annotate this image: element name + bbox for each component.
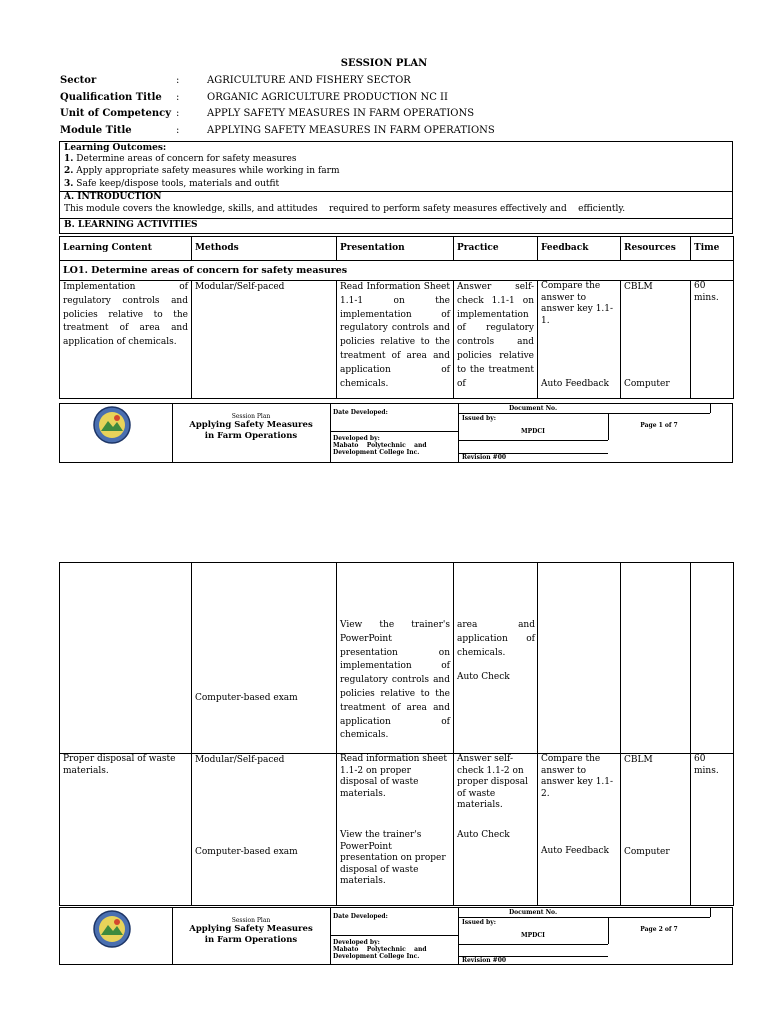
divider	[330, 908, 331, 964]
time-cell: 60 mins.	[691, 754, 734, 906]
footer-session-plan-label: Session Plan	[231, 917, 271, 924]
practice-cell: Answer self-check 1.1-1 on implementation of regulatory controls and policies relative to the treatment of	[454, 281, 538, 399]
footer-issued-by: Issued by:	[462, 919, 496, 926]
column-header: Feedback	[538, 237, 621, 261]
footer-page1	[59, 403, 733, 463]
feedback-cell	[538, 563, 621, 754]
outcomes-box	[59, 141, 733, 234]
learning-content-cell: Proper disposal of waste materials.	[60, 754, 192, 906]
presentation-cell: Read Information Sheet 1.1-1 on the implementation of regulatory controls and policies relative to the treatment of area and application of chemicals.	[337, 281, 454, 399]
resources-text: CBLM	[624, 282, 653, 292]
meta-label-sector: Sector	[60, 75, 97, 86]
introduction-text: This module covers the knowledge, skills, and attitudes required to perform safety measures effectively and efficiently.	[64, 204, 626, 214]
method-text: Computer-based exam	[195, 693, 298, 703]
footer-date-developed: Date Developed:	[333, 409, 388, 416]
table-header-row	[60, 237, 734, 261]
meta-colon: :	[176, 125, 180, 136]
learning-content-cell: Implementation of regulatory controls and policies relative to the treatment of area and application of chemicals.	[60, 281, 192, 399]
presentation-cell	[337, 563, 454, 754]
outcome-item: 2. Apply appropriate safety measures while working in farm	[64, 166, 340, 176]
resources-text-2: Computer	[624, 847, 670, 857]
meta-label-qualification: Qualification Title	[60, 92, 162, 103]
footer-module-title	[172, 420, 330, 442]
practice-text-2: Auto Check	[457, 672, 510, 682]
footer-module-line: Applying Safety Measures	[189, 420, 313, 430]
method-cell	[192, 563, 337, 754]
practice-text: Answer self-check 1.1-2 on proper disposal of waste materials.	[457, 754, 529, 810]
footer-date-developed: Date Developed:	[333, 913, 388, 920]
feedback-cell	[538, 754, 621, 906]
footer-page-number: Page 1 of 7	[640, 422, 678, 429]
feedback-text-2: Auto Feedback	[541, 379, 609, 389]
feedback-text-2: Auto Feedback	[541, 846, 609, 856]
time-cell	[691, 563, 734, 754]
presentation-cell	[337, 754, 454, 906]
footer-module-line: in Farm Operations	[204, 935, 298, 945]
meta-value-sector: AGRICULTURE AND FISHERY SECTOR	[207, 75, 411, 86]
divider	[458, 413, 710, 414]
presentation-text: Read information sheet 1.1-2 on proper disposal of waste materials.	[340, 754, 447, 799]
meta-value-qualification: ORGANIC AGRICULTURE PRODUCTION NC II	[207, 92, 448, 103]
resources-text: CBLM	[624, 755, 653, 765]
column-header: Learning Content	[60, 237, 192, 261]
footer-document-no: Document No.	[508, 405, 558, 412]
method-cell: Modular/Self-paced	[192, 281, 337, 399]
lo1-heading: LO1. Determine areas of concern for safety measures	[60, 261, 734, 281]
introduction-heading: A. INTRODUCTION	[64, 192, 162, 202]
column-header: Resources	[621, 237, 691, 261]
resources-text-2: Computer	[624, 379, 670, 389]
divider	[330, 935, 458, 936]
meta-value-module: APPLYING SAFETY MEASURES IN FARM OPERATIONS	[207, 125, 495, 136]
footer-developer: Development College Inc.	[333, 953, 420, 960]
meta-value-unit: APPLY SAFETY MEASURES IN FARM OPERATIONS	[207, 108, 475, 119]
method-cell	[192, 754, 337, 906]
divider	[458, 944, 608, 945]
footer-session-plan-label: Session Plan	[231, 413, 271, 420]
presentation-text-2: View the trainer's PowerPoint presentation on proper disposal of waste materials.	[340, 830, 446, 886]
table-row	[60, 754, 734, 906]
learning-activities-heading: B. LEARNING ACTIVITIES	[64, 220, 198, 230]
meta-colon: :	[176, 92, 180, 103]
activities-table-page2	[59, 562, 734, 906]
method-text: Modular/Self-paced	[195, 755, 285, 765]
divider	[458, 440, 608, 441]
time-cell: 60 mins.	[691, 281, 734, 399]
footer-module-line: Applying Safety Measures	[189, 924, 313, 934]
meta-colon: :	[176, 108, 180, 119]
outcome-item: 3. Safe keep/dispose tools, materials and outfit	[64, 179, 280, 189]
divider	[710, 404, 711, 413]
resources-cell	[621, 281, 691, 399]
footer-developer: Development College Inc.	[333, 449, 420, 456]
method-text-2: Computer-based exam	[195, 847, 298, 857]
practice-cell	[454, 563, 538, 754]
column-header: Practice	[454, 237, 538, 261]
college-logo-icon	[92, 406, 132, 444]
table-row	[60, 281, 734, 399]
meta-colon: :	[176, 75, 180, 86]
practice-cell	[454, 754, 538, 906]
divider	[710, 908, 711, 917]
feedback-cell	[538, 281, 621, 399]
footer-revision: Revision #00	[462, 957, 507, 964]
footer-module-title	[172, 924, 330, 946]
footer-document-no: Document No.	[508, 909, 558, 916]
lo-row	[60, 261, 734, 281]
column-header: Time	[691, 237, 734, 261]
footer-page2	[59, 907, 733, 965]
footer-developed-by: Developed by:	[333, 939, 380, 946]
footer-developer: Mabato Polytechnic and	[333, 946, 427, 953]
footer-issuer: MPDCI	[521, 428, 545, 435]
divider	[458, 917, 710, 918]
resources-cell	[621, 754, 691, 906]
practice-text: area and application of chemicals.	[457, 620, 535, 658]
activities-table-page1	[59, 236, 734, 399]
column-header: Presentation	[337, 237, 454, 261]
footer-page-number: Page 2 of 7	[640, 926, 678, 933]
divider	[330, 431, 458, 432]
feedback-text: Compare the answer to answer key 1.1-2.	[541, 754, 614, 799]
meta-label-module: Module Title	[60, 125, 132, 136]
learning-content-cell	[60, 563, 192, 754]
column-header: Methods	[192, 237, 337, 261]
footer-module-line: in Farm Operations	[204, 431, 298, 441]
feedback-text: Compare the answer to answer key 1.1-1.	[541, 281, 614, 326]
divider	[330, 404, 331, 462]
footer-developer: Mabato Polytechnic and	[333, 442, 427, 449]
footer-revision: Revision #00	[462, 454, 507, 461]
meta-label-unit: Unit of Competency	[60, 108, 172, 119]
college-logo-icon	[92, 910, 132, 948]
table-row	[60, 563, 734, 754]
presentation-text: View the trainer's PowerPoint presentation on implementation of regulatory controls and policies relative to the treatment of area and application of chemicals.	[340, 620, 450, 741]
footer-issued-by: Issued by:	[462, 415, 496, 422]
session-plan-title: SESSION PLAN	[340, 58, 428, 69]
divider	[60, 218, 732, 219]
footer-developed-by: Developed by:	[333, 435, 380, 442]
footer-issuer: MPDCI	[521, 932, 545, 939]
resources-cell	[621, 563, 691, 754]
learning-outcomes-heading: Learning Outcomes:	[64, 143, 167, 153]
outcome-item: 1. Determine areas of concern for safety measures	[64, 154, 297, 164]
practice-text-2: Auto Check	[457, 830, 510, 840]
